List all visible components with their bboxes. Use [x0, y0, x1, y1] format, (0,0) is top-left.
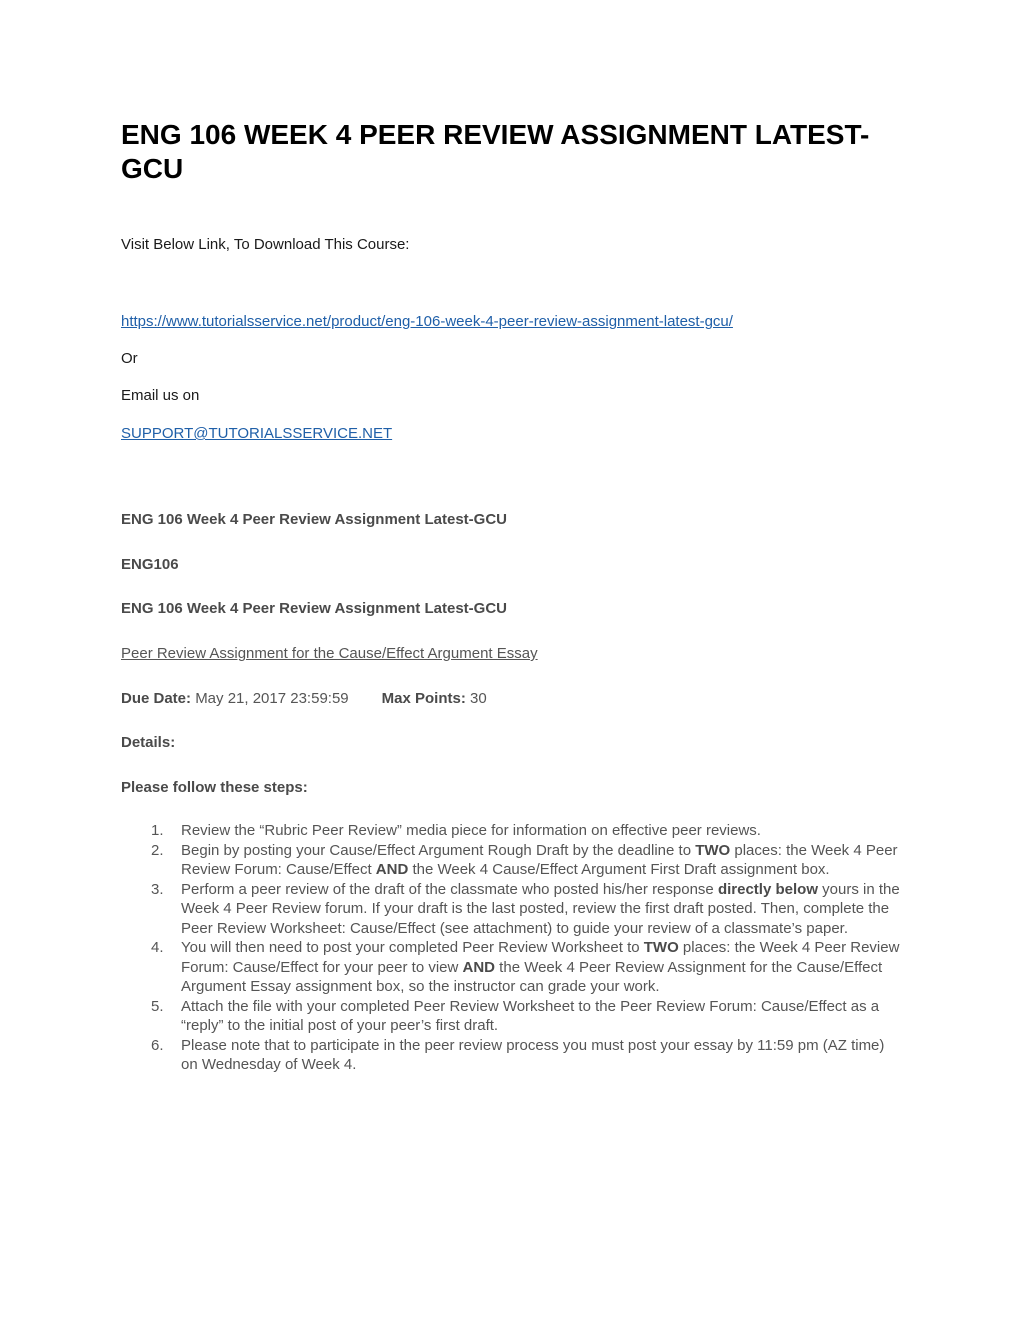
step-text: places: the Week 4 Peer Review Forum: Cause/Effect: [181, 841, 898, 878]
assignment-title-link[interactable]: Peer Review Assignment for the Cause/Effect Argument Essay: [121, 645, 538, 662]
max-points-label: Max Points:: [381, 690, 466, 707]
course-subheading: ENG 106 Week 4 Peer Review Assignment Latest-GCU: [121, 600, 507, 617]
list-item-number: 2.: [151, 841, 164, 859]
list-item-number: 3.: [151, 880, 164, 898]
list-item-number: 4.: [151, 939, 164, 956]
or-text: Or: [121, 350, 138, 367]
page-title: ENG 106 WEEK 4 PEER REVIEW ASSIGNMENT LATEST-GCU: [121, 119, 870, 184]
details-label: Details:: [121, 734, 176, 751]
step-text: Please note that to participate in the peer review process you must post your essay by 11:59 pm (AZ time) on Wednesday of Week 4.: [181, 1036, 885, 1073]
list-item: [121, 938, 901, 997]
list-item: [121, 880, 901, 939]
support-email-link[interactable]: SUPPORT@TUTORIALSSERVICE.NET: [121, 425, 393, 442]
step-text: yours in the Week 4 Peer Review forum. If your draft is the last posted, review the first draft posted. Then, complete the Peer Review Worksheet: Cause/Effect (see attachment) to guide your review of a classmate’s paper.: [181, 880, 900, 937]
step-text: You will then need to post your completed Peer Review Worksheet to: [181, 939, 644, 956]
steps-heading: Please follow these steps:: [121, 779, 308, 796]
course-download-link[interactable]: https://www.tutorialsservice.net/product/eng-106-week-4-peer-review-assignment-latest-gcu/: [121, 313, 733, 330]
list-item: [121, 997, 901, 1036]
list-item-number: 5.: [151, 997, 164, 1015]
visit-instruction: Visit Below Link, To Download This Course:: [121, 236, 410, 253]
emphasis-text: TWO: [695, 841, 731, 859]
step-text: the Week 4 Cause/Effect Argument First Draft assignment box.: [408, 861, 830, 878]
email-label: Email us on: [121, 387, 200, 404]
emphasis-text: directly below: [717, 880, 818, 898]
emphasis-text: AND: [462, 958, 496, 976]
step-text: the Week 4 Peer Review Assignment for the Cause/Effect Argument Essay assignment box, so the instructor can grade your work.: [181, 958, 883, 995]
list-item: [121, 821, 901, 841]
max-points-value: 30: [470, 690, 487, 707]
step-text: Attach the file with your completed Peer Review Worksheet to the Peer Review Forum: Cause/Effect as a “reply” to the initial post of your peer’s first draft.: [181, 997, 880, 1034]
emphasis-text: TWO: [643, 939, 679, 956]
list-item: [121, 841, 901, 880]
steps-list: [121, 821, 901, 1075]
step-text: Perform a peer review of the draft of the classmate who posted his/her response: [181, 880, 718, 898]
list-item-number: 6.: [151, 1036, 164, 1054]
course-code: ENG106: [121, 556, 179, 573]
assignment-meta: [121, 690, 487, 708]
course-heading: ENG 106 Week 4 Peer Review Assignment Latest-GCU: [121, 511, 507, 528]
list-item-number: 1.: [151, 822, 164, 839]
step-text: Review the “Rubric Peer Review” media piece for information on effective peer reviews.: [181, 822, 761, 839]
due-date-value: May 21, 2017 23:59:59: [195, 690, 349, 707]
step-text: places: the Week 4 Peer Review Forum: Cause/Effect for your peer to view: [181, 939, 900, 976]
emphasis-text: AND: [375, 861, 409, 878]
list-item: [121, 1036, 901, 1075]
step-text: Begin by posting your Cause/Effect Argument Rough Draft by the deadline to: [181, 841, 696, 859]
due-date-label: Due Date:: [121, 690, 192, 707]
